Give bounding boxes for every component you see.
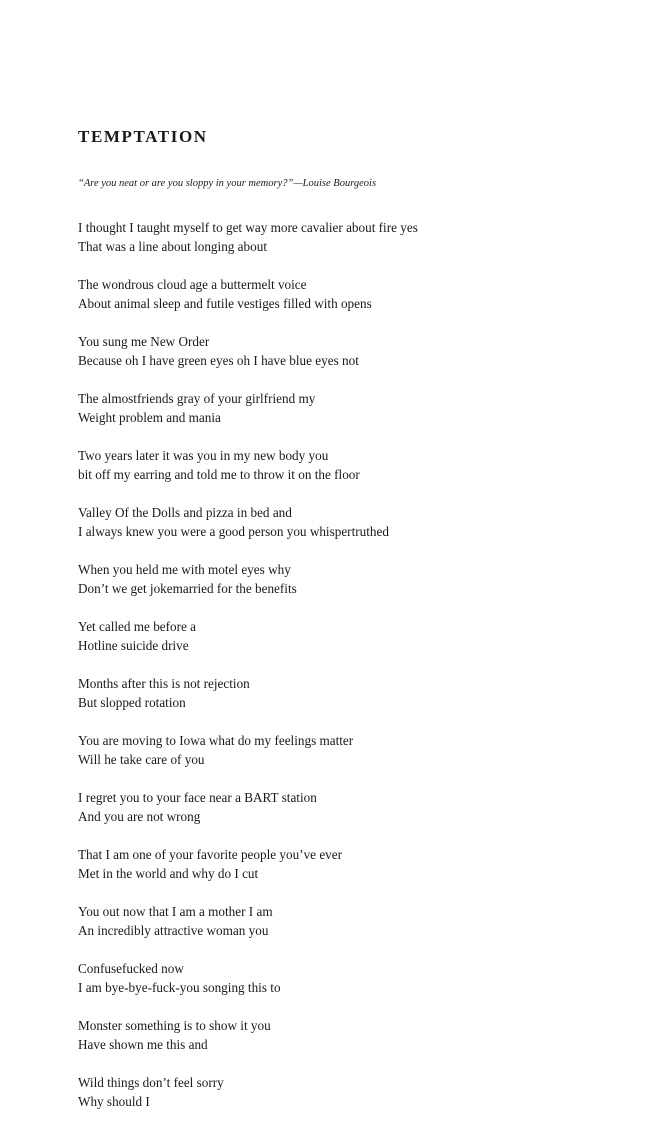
poem-line: Monster something is to show it you	[78, 1018, 271, 1033]
poem-stanza	[78, 503, 418, 541]
poem-stanza	[78, 959, 418, 997]
poem-body	[78, 218, 418, 1130]
poem-stanza	[78, 332, 418, 370]
poem-stanza	[78, 560, 418, 598]
poem-stanza	[78, 218, 418, 256]
poem-line: Wild things don’t feel sorry	[78, 1075, 224, 1090]
poem-line: I always knew you were a good person you whispertruthed	[78, 524, 389, 539]
poem-line: The wondrous cloud age a buttermelt voice	[78, 277, 307, 292]
poem-line: But slopped rotation	[78, 695, 186, 710]
poem-line: I regret you to your face near a BART station	[78, 790, 317, 805]
poem-stanza	[78, 902, 418, 940]
poem-stanza	[78, 788, 418, 826]
poem-stanza	[78, 674, 418, 712]
poem-line: That was a line about longing about	[78, 239, 267, 254]
poem-line: Confusefucked now	[78, 961, 184, 976]
poem-line: You sung me New Order	[78, 334, 210, 349]
poem-line: Will he take care of you	[78, 752, 205, 767]
poem-line: Weight problem and mania	[78, 410, 221, 425]
poem-line: Two years later it was you in my new body you	[78, 448, 329, 463]
poem-line: Have shown me this and	[78, 1037, 208, 1052]
poem-stanza	[78, 731, 418, 769]
poem-line: About animal sleep and futile vestiges filled with opens	[78, 296, 372, 311]
poem-line: Yet called me before a	[78, 619, 197, 634]
poem-stanza	[78, 1016, 418, 1054]
poem-line: You are moving to Iowa what do my feelings matter	[78, 733, 354, 748]
poem-stanza	[78, 389, 418, 427]
poem-line: Hotline suicide drive	[78, 638, 189, 653]
poem-line: That I am one of your favorite people you’ve ever	[78, 847, 343, 862]
poem-stanza	[78, 845, 418, 883]
poem-line: An incredibly attractive woman you	[78, 923, 269, 938]
poem-line: And you are not wrong	[78, 809, 201, 824]
poem-line: You out now that I am a mother I am	[78, 904, 273, 919]
poem-title: TEMPTATION	[78, 127, 208, 146]
poem-line: When you held me with motel eyes why	[78, 562, 291, 577]
poem-stanza	[78, 1073, 418, 1111]
poem-line: Because oh I have green eyes oh I have blue eyes not	[78, 353, 359, 368]
poem-line: Months after this is not rejection	[78, 676, 250, 691]
poem-line: I thought I taught myself to get way more cavalier about fire yes	[78, 220, 418, 235]
poem-line: bit off my earring and told me to throw it on the floor	[78, 467, 360, 482]
poem-epigraph: “Are you neat or are you sloppy in your memory?”—Louise Bourgeois	[78, 178, 377, 189]
poem-stanza	[78, 446, 418, 484]
poem-stanza	[78, 617, 418, 655]
poem-line: I am bye-bye-fuck-you songing this to	[78, 980, 281, 995]
poem-line: Don’t we get jokemarried for the benefits	[78, 581, 297, 596]
poem-stanza	[78, 275, 418, 313]
poem-line: Why should I	[78, 1094, 150, 1109]
poem-line: Met in the world and why do I cut	[78, 866, 259, 881]
poem-line: Valley Of the Dolls and pizza in bed and	[78, 505, 292, 520]
poem-line: The almostfriends gray of your girlfriend my	[78, 391, 316, 406]
